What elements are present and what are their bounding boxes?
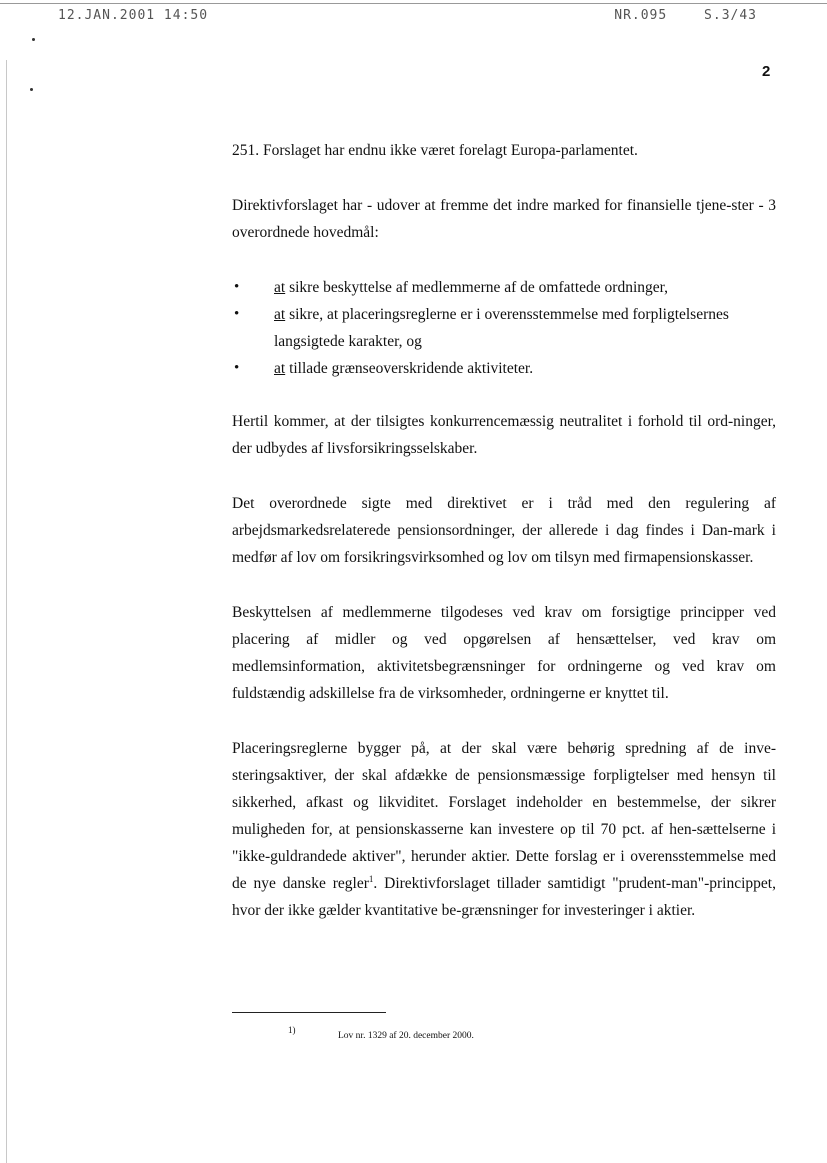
bullet-list bbox=[232, 274, 776, 382]
paragraph-3: Hertil kommer, at der tilsigtes konkurrencemæssig neutralitet i forhold til ord-ninger, der udbydes af livsforsikringsselskaber. bbox=[232, 413, 776, 457]
footnote-text: Lov nr. 1329 af 20. december 2000. bbox=[338, 1031, 474, 1041]
footnote-reference: 1 bbox=[368, 873, 374, 884]
bullet-prefix: at bbox=[274, 279, 286, 296]
paragraph-2: Direktivforslaget har - udover at fremme det indre marked for finansielle tjene-ster - 3 overordnede hovedmål: bbox=[232, 197, 776, 241]
paragraph-6 bbox=[232, 735, 776, 924]
bullet-text: sikre, at placeringsreglerne er i overensstemmelse med forpligtelsernes langsigtede karakter, og bbox=[274, 306, 729, 350]
bullet-prefix: at bbox=[274, 360, 286, 377]
footnote-divider bbox=[232, 1012, 386, 1013]
paragraph-1: 251. Forslaget har endnu ikke været forelagt Europa-parlamentet. bbox=[232, 142, 638, 159]
bullet-icon: • bbox=[234, 360, 240, 376]
fax-top-rule bbox=[0, 3, 827, 4]
bullet-icon: • bbox=[234, 279, 240, 295]
document-body bbox=[232, 137, 776, 924]
paragraph-4: Det overordnede sigte med direktivet er i tråd med den regulering af arbejdsmarkedsrelaterede pensionsordninger, der allerede i dag findes i Dan-mark i medfør af lov om forsikringsvirksomhed og lov om tilsyn med firmapensionskasser. bbox=[232, 495, 776, 566]
bullet-text: sikre beskyttelse af medlemmerne af de omfattede ordninger, bbox=[285, 279, 669, 296]
scan-left-edge bbox=[6, 60, 7, 1163]
bullet-prefix: at bbox=[274, 306, 286, 323]
bullet-text: tillade grænseoverskridende aktiviteter. bbox=[285, 360, 534, 377]
fax-header bbox=[58, 8, 757, 24]
bullet-item bbox=[232, 274, 776, 301]
fax-date-time: 12.JAN.2001 14:50 bbox=[58, 8, 209, 23]
paragraph-5: Beskyttelsen af medlemmerne tilgodeses ved krav om forsigtige principper ved placering af midler og ved opgørelsen af hensættelser, ved krav om medlemsinformation, aktivitetsbegrænsninger for ordningerne og ved krav om fuldstændig adskillelse fra de virksomheder, ordningerne er knyttet til. bbox=[232, 604, 776, 702]
scan-speck bbox=[30, 88, 33, 91]
fax-page-ref: NR.095 S.3/43 bbox=[614, 8, 757, 23]
bullet-icon: • bbox=[234, 306, 240, 322]
footnote-mark: 1) bbox=[288, 1025, 296, 1035]
paragraph-6-text-a: Placeringsreglerne bygger på, at der skal være behørig spredning af de inve-steringsaktiver, der skal afdække de pensionsmæssige forpligtelser med hensyn til sikkerhed, afkast og likviditet. Forslaget indeholder en bestemmelse, der sikrer muligheden for, at pensionskasserne kan investere op til 70 pct. af hen-sættelserne i "ikke-guldrandede aktiver", herunder aktier. Dette forslag er i overensstemmelse med de nye danske regler bbox=[232, 740, 776, 892]
paragraph-6-text-b: . Direktivforslaget tillader samtidigt "prudent-man"-princippet, hvor der ikke gælder kvantitative be-grænsninger for investeringer i aktier. bbox=[232, 875, 776, 919]
bullet-item bbox=[232, 301, 776, 355]
scan-speck bbox=[32, 38, 35, 41]
bullet-item bbox=[232, 355, 776, 382]
page-number: 2 bbox=[762, 63, 771, 80]
